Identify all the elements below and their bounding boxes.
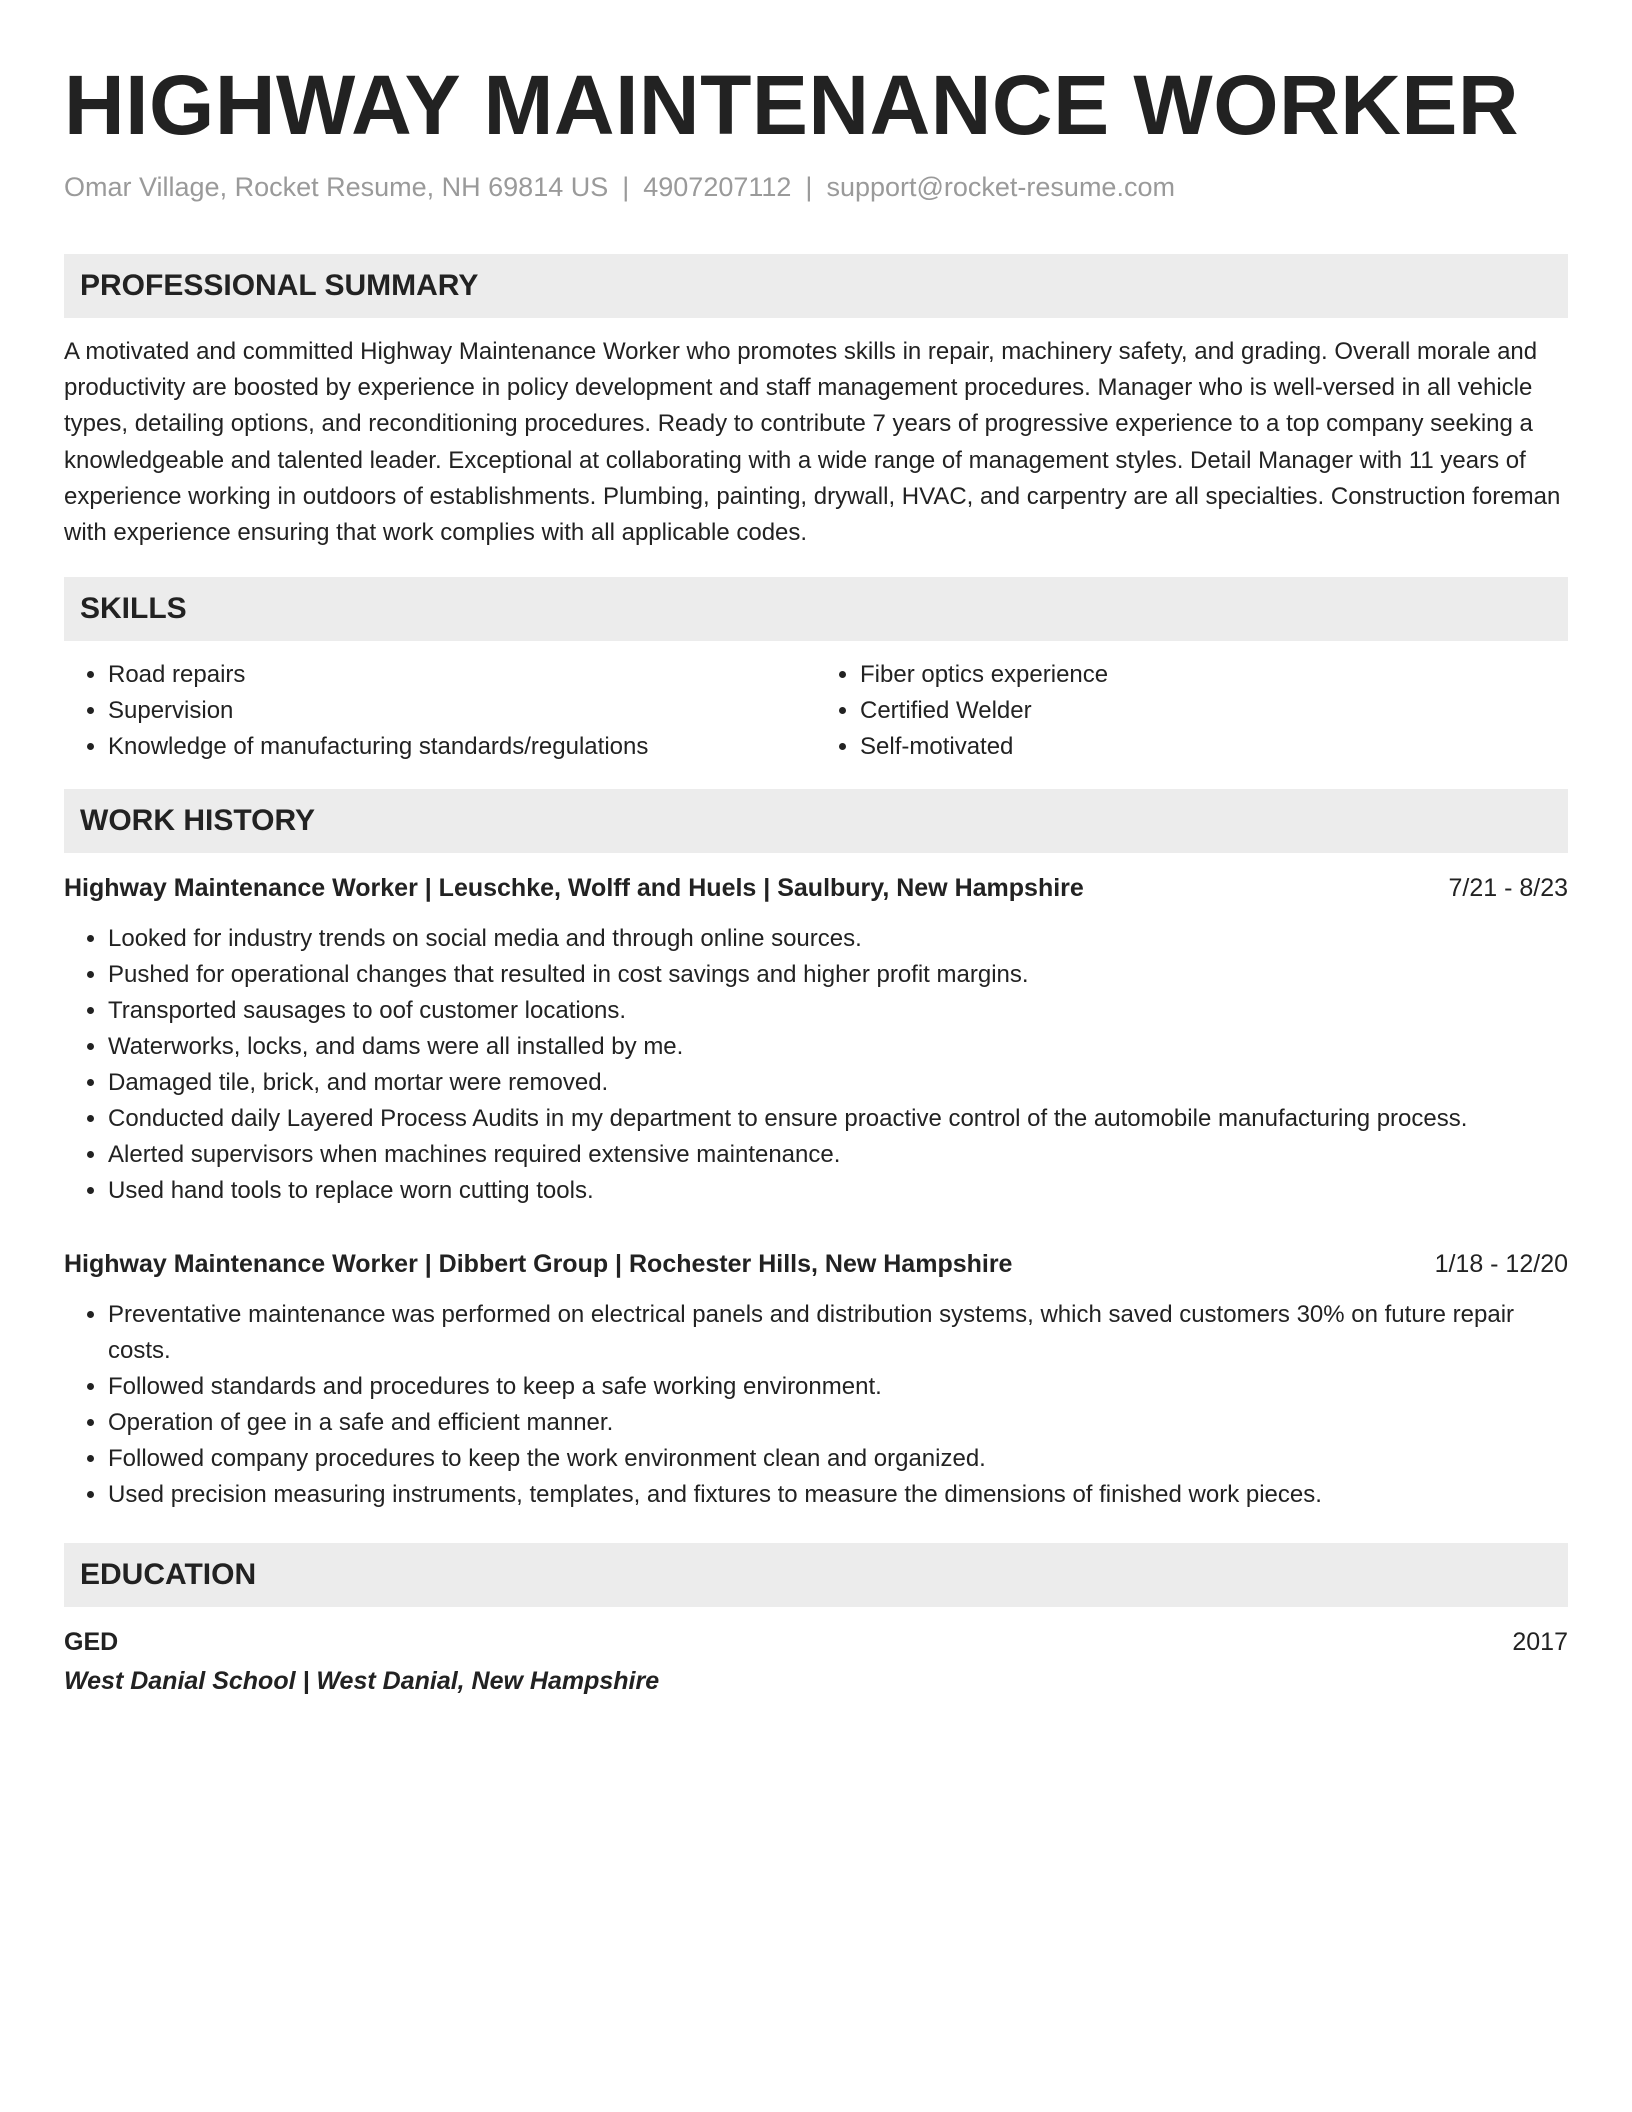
contact-address: Omar Village, Rocket Resume, NH 69814 US — [64, 172, 609, 202]
job-bullet: • Preventative maintenance was performed on electrical panels and distribution systems, which saved customers 30% on future repair costs. — [108, 1297, 1568, 1369]
skill-item: • Certified Welder — [860, 693, 1568, 729]
job-bullet: • Looked for industry trends on social media and through online sources. — [108, 921, 1568, 957]
job-bullet: • Waterworks, locks, and dams were all installed by me. — [108, 1029, 1568, 1065]
job-header — [64, 871, 1568, 905]
contact-email: support@rocket-resume.com — [826, 172, 1175, 202]
skills-heading: SKILLS — [64, 577, 1568, 641]
job-bullet: • Conducted daily Layered Process Audits in my department to ensure proactive control of the automobile manufacturing process. — [108, 1101, 1568, 1137]
job-bullet: • Transported sausages to oof customer locations. — [108, 993, 1568, 1029]
job-bullet: • Followed standards and procedures to keep a safe working environment. — [108, 1369, 1568, 1405]
skill-item: • Supervision — [108, 693, 816, 729]
skills-column-right — [816, 657, 1568, 765]
job-title: Highway Maintenance Worker | Leuschke, Wolff and Huels | Saulbury, New Hampshire — [64, 874, 1084, 903]
skill-item: • Self-motivated — [860, 729, 1568, 765]
job-bullet: • Damaged tile, brick, and mortar were removed. — [108, 1065, 1568, 1101]
job-bullet: • Followed company procedures to keep the work environment clean and organized. — [108, 1441, 1568, 1477]
contact-line — [64, 170, 1568, 204]
education-school: West Danial School | West Danial, New Hampshire — [64, 1667, 660, 1696]
job-dates: 1/18 - 12/20 — [1434, 1250, 1568, 1279]
job-bullet: • Used hand tools to replace worn cutting tools. — [108, 1173, 1568, 1209]
job-header — [64, 1247, 1568, 1281]
candidate-name: HIGHWAY MAINTENANCE WORKER — [64, 58, 1520, 152]
education-degree: GED — [64, 1628, 119, 1657]
summary-heading: PROFESSIONAL SUMMARY — [64, 254, 1568, 318]
contact-separator: | — [622, 172, 630, 202]
skills-column-left — [64, 657, 816, 765]
contact-separator: | — [805, 172, 813, 202]
job-entry — [64, 1247, 1568, 1513]
job-bullet: • Operation of gee in a safe and efficient manner. — [108, 1405, 1568, 1441]
job-title: Highway Maintenance Worker | Dibbert Group | Rochester Hills, New Hampshire — [64, 1250, 1013, 1279]
job-dates: 7/21 - 8/23 — [1448, 874, 1568, 903]
job-entry — [64, 871, 1568, 1209]
skill-item: • Fiber optics experience — [860, 657, 1568, 693]
job-bullet: • Pushed for operational changes that resulted in cost savings and higher profit margins. — [108, 957, 1568, 993]
summary-text: A motivated and committed Highway Maintenance Worker who promotes skills in repair, machinery safety, and grading. Overall morale and productivity are boosted by experience in policy development and staff management procedures. Manager who is well-versed in all vehicle types, detailing options, and reconditioning procedures. Ready to contribute 7 years of progressive experience to a top company seeking a knowledgeable and talented leader. Exceptional at collaborating with a wide range of management styles. Detail Manager with 11 years of experience working in outdoors of establishments. Plumbing, painting, drywall, HVAC, and carpentry are all specialties. Construction foreman with experience ensuring that work complies with all applicable codes. — [64, 338, 1561, 547]
skill-item: • Knowledge of manufacturing standards/regulations — [108, 729, 816, 765]
contact-phone: 4907207112 — [643, 172, 792, 202]
skill-item: • Road repairs — [108, 657, 816, 693]
work-history-heading: WORK HISTORY — [64, 789, 1568, 853]
education-header — [64, 1625, 1568, 1659]
job-bullets — [64, 921, 1568, 1209]
skills-list — [64, 657, 1568, 765]
job-bullet: • Used precision measuring instruments, templates, and fixtures to measure the dimensions of finished work pieces. — [108, 1477, 1568, 1513]
education-heading: EDUCATION — [64, 1543, 1568, 1607]
job-bullet: • Alerted supervisors when machines required extensive maintenance. — [108, 1137, 1568, 1173]
job-bullets — [64, 1297, 1568, 1513]
education-year: 2017 — [1512, 1628, 1568, 1657]
